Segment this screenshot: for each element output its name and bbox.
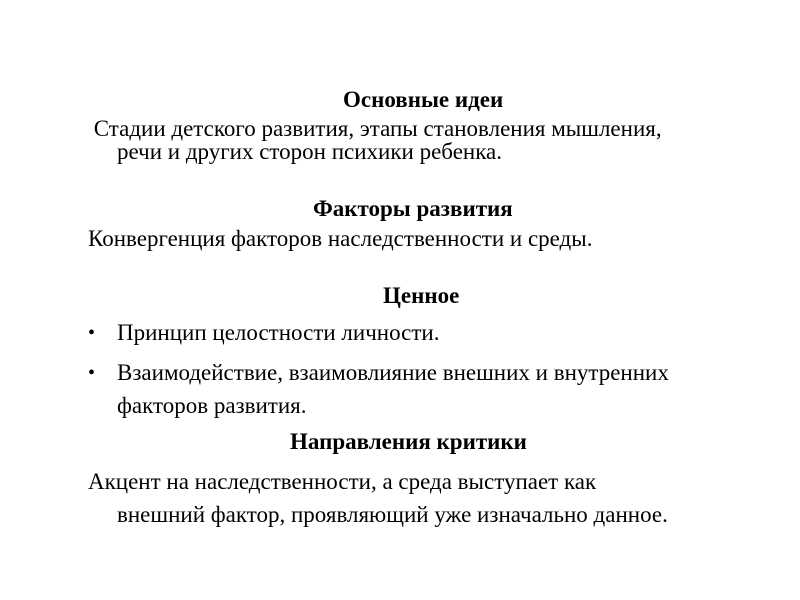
bullet-marker: • [88,362,96,384]
bullet-item-text: Принцип целостности личности. [117,320,440,345]
factors-text: Конвергенция факторов наследственности и среды. [88,226,593,251]
criticism-heading: Направления критики [290,429,527,454]
factors-heading: Факторы развития [313,196,513,221]
bullet-item-text-line1: Взаимодействие, взаимовлияние внешних и внутренних [117,360,669,385]
criticism-text-line2: внешний фактор, проявляющий уже изначально данное. [117,502,668,527]
valuable-heading: Ценное [383,283,460,308]
main-ideas-text-line2: речи и других сторон психики ребенка. [117,139,503,164]
bullet-marker: • [88,322,96,344]
main-ideas-text-line1: Стадии детского развития, этапы становления мышления, [88,116,662,141]
criticism-text-line1: Акцент на наследственности, а среда выступает как [88,469,597,494]
main-ideas-heading: Основные идеи [343,87,504,112]
bullet-item-text-line2: факторов развития. [117,393,307,418]
